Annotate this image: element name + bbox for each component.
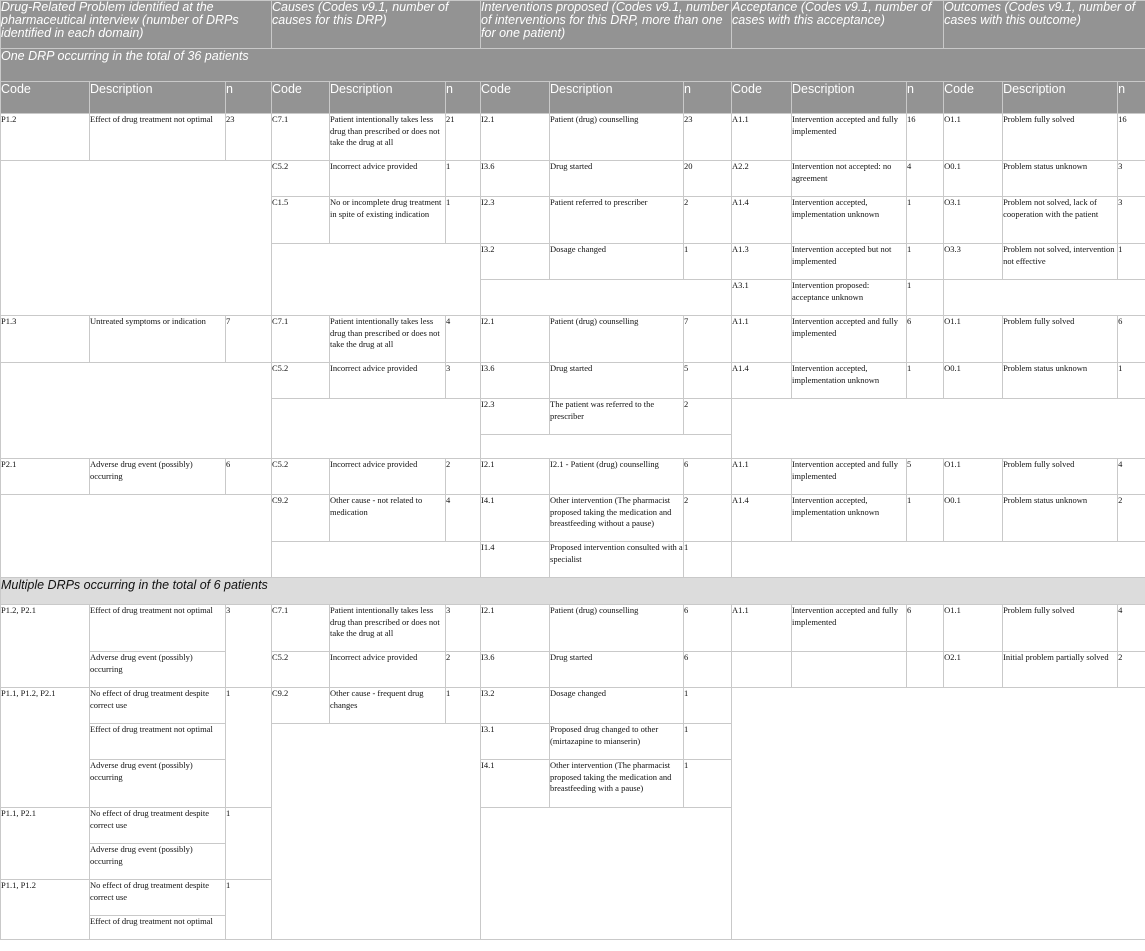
cause-description: Incorrect advice provided: [330, 459, 446, 495]
acceptance-count: 1: [907, 197, 944, 244]
cause-description: Incorrect advice provided: [330, 652, 446, 688]
outcome-code: O2.1: [944, 652, 1003, 688]
intervention-count: 5: [684, 363, 732, 399]
intervention-code: I1.4: [481, 542, 550, 578]
column-header-description: Description: [792, 82, 907, 114]
intervention-count: 6: [684, 605, 732, 652]
empty-cell: [1, 495, 272, 578]
acceptance-count: 1: [907, 244, 944, 280]
drp-code: P1.1, P1.2, P2.1: [1, 688, 90, 808]
section-row-single: [1, 49, 1145, 82]
outcome-description: Problem not solved, lack of cooperation with the patient: [1003, 197, 1118, 244]
section-row-multiple: [1, 578, 1145, 605]
cause-description: Other cause - frequent drug changes: [330, 688, 446, 724]
drp-description: Effect of drug treatment not optimal: [90, 916, 226, 940]
acceptance-description: Intervention accepted and fully implemented: [792, 114, 907, 161]
acceptance-group-header: Acceptance (Codes v9.1, number of cases with this acceptance): [732, 1, 944, 49]
empty-cell: [1, 161, 272, 316]
table-row: [1, 459, 1145, 495]
acceptance-code: A1.4: [732, 495, 792, 542]
intervention-description: Other intervention (The pharmacist proposed taking the medication and breastfeeding without a pause): [550, 495, 684, 542]
drp-code: P1.2: [1, 114, 90, 161]
outcome-description: Problem status unknown: [1003, 363, 1118, 399]
cause-code: C7.1: [272, 316, 330, 363]
empty-cell: [481, 435, 732, 459]
column-header-n: n: [1118, 82, 1145, 114]
drp-description: Untreated symptoms or indication: [90, 316, 226, 363]
acceptance-code: A1.4: [732, 197, 792, 244]
acceptance-code: A1.1: [732, 459, 792, 495]
drp-description: Adverse drug event (possibly) occurring: [90, 652, 226, 688]
intervention-code: I3.6: [481, 161, 550, 197]
column-header-description: Description: [330, 82, 446, 114]
table-row: [1, 114, 1145, 161]
acceptance-code: A1.1: [732, 605, 792, 652]
drp-description: Effect of drug treatment not optimal: [90, 605, 226, 652]
drp-count: 6: [226, 459, 272, 495]
drp-code: P1.2, P2.1: [1, 605, 90, 688]
cause-code: C5.2: [272, 652, 330, 688]
intervention-code: I4.1: [481, 760, 550, 808]
intervention-count: 2: [684, 495, 732, 542]
acceptance-count: 5: [907, 459, 944, 495]
column-header-code: Code: [1, 82, 90, 114]
empty-cell: [732, 399, 1145, 459]
drp-count: 3: [226, 605, 272, 688]
intervention-count: 7: [684, 316, 732, 363]
empty-cell: [272, 724, 481, 940]
intervention-description: Patient (drug) counselling: [550, 316, 684, 363]
column-header-n: n: [684, 82, 732, 114]
outcome-code: O0.1: [944, 495, 1003, 542]
acceptance-description: Intervention accepted, implementation unknown: [792, 197, 907, 244]
outcome-code: O0.1: [944, 363, 1003, 399]
empty-cell: [272, 399, 481, 459]
column-header-description: Description: [90, 82, 226, 114]
acceptance-code: A1.3: [732, 244, 792, 280]
column-header-code: Code: [272, 82, 330, 114]
drp-code: P1.1, P1.2: [1, 880, 90, 940]
cause-count: 3: [446, 605, 481, 652]
intervention-description: Proposed intervention consulted with a specialist: [550, 542, 684, 578]
intervention-code: I2.3: [481, 399, 550, 435]
intervention-code: I3.1: [481, 724, 550, 760]
empty-cell: [792, 652, 907, 688]
empty-cell: [481, 808, 732, 940]
cause-count: 2: [446, 459, 481, 495]
cause-count: 1: [446, 161, 481, 197]
drp-description: No effect of drug treatment despite correct use: [90, 688, 226, 724]
intervention-count: 20: [684, 161, 732, 197]
cause-count: 2: [446, 652, 481, 688]
column-header-n: n: [226, 82, 272, 114]
intervention-description: Drug started: [550, 363, 684, 399]
outcome-code: O3.1: [944, 197, 1003, 244]
column-header-code: Code: [732, 82, 792, 114]
empty-cell: [272, 244, 481, 316]
intervention-description: Dosage changed: [550, 688, 684, 724]
cause-code: C9.2: [272, 688, 330, 724]
outcome-code: O0.1: [944, 161, 1003, 197]
acceptance-count: 1: [907, 280, 944, 316]
intervention-count: 6: [684, 459, 732, 495]
outcomes-group-header: Outcomes (Codes v9.1, number of cases with this outcome): [944, 1, 1145, 49]
table-row: [1, 652, 1145, 688]
intervention-count: 1: [684, 542, 732, 578]
table-row: [1, 605, 1145, 652]
column-header-description: Description: [1003, 82, 1118, 114]
outcome-count: 2: [1118, 495, 1145, 542]
outcome-code: O1.1: [944, 316, 1003, 363]
outcome-description: Problem fully solved: [1003, 114, 1118, 161]
cause-count: 4: [446, 316, 481, 363]
intervention-count: 23: [684, 114, 732, 161]
intervention-description: Other intervention (The pharmacist proposed taking the medication and breastfeeding with a pause): [550, 760, 684, 808]
outcome-description: Problem fully solved: [1003, 316, 1118, 363]
column-header-code: Code: [944, 82, 1003, 114]
acceptance-description: Intervention accepted but not implemented: [792, 244, 907, 280]
drp-count: 1: [226, 808, 272, 880]
acceptance-count: 1: [907, 495, 944, 542]
empty-cell: [272, 542, 481, 578]
cause-count: 3: [446, 363, 481, 399]
table-row: [1, 316, 1145, 363]
outcome-count: 4: [1118, 605, 1145, 652]
intervention-code: I2.1: [481, 114, 550, 161]
acceptance-description: Intervention accepted and fully implemented: [792, 316, 907, 363]
intervention-count: 1: [684, 724, 732, 760]
drp-code: P1.1, P2.1: [1, 808, 90, 880]
table-row: [1, 363, 1145, 399]
acceptance-code: A1.1: [732, 114, 792, 161]
outcome-code: O1.1: [944, 459, 1003, 495]
outcome-count: 3: [1118, 197, 1145, 244]
drp-description: Adverse drug event (possibly) occurring: [90, 844, 226, 880]
intervention-count: 1: [684, 244, 732, 280]
empty-cell: [907, 652, 944, 688]
drp-description: Adverse drug event (possibly) occurring: [90, 760, 226, 808]
empty-cell: [1, 363, 272, 459]
intervention-count: 1: [684, 688, 732, 724]
empty-cell: [481, 280, 732, 316]
intervention-description: Patient referred to prescriber: [550, 197, 684, 244]
column-header-n: n: [907, 82, 944, 114]
acceptance-description: Intervention accepted, implementation unknown: [792, 363, 907, 399]
cause-description: Other cause - not related to medication: [330, 495, 446, 542]
outcome-description: Problem status unknown: [1003, 495, 1118, 542]
cause-code: C5.2: [272, 363, 330, 399]
drp-group-header: Drug-Related Problem identified at the pharmaceutical interview (number of DRPs identified in each domain): [1, 1, 272, 49]
cause-code: C1.5: [272, 197, 330, 244]
cause-description: Patient intentionally takes less drug than prescribed or does not take the drug at all: [330, 316, 446, 363]
outcome-count: 3: [1118, 161, 1145, 197]
drp-code: P1.3: [1, 316, 90, 363]
intervention-code: I2.3: [481, 197, 550, 244]
outcome-code: O3.3: [944, 244, 1003, 280]
cause-description: No or incomplete drug treatment in spite of existing indication: [330, 197, 446, 244]
drp-description: No effect of drug treatment despite correct use: [90, 808, 226, 844]
intervention-description: The patient was referred to the prescriber: [550, 399, 684, 435]
intervention-description: Drug started: [550, 652, 684, 688]
empty-cell: [944, 280, 1145, 316]
cause-count: 1: [446, 688, 481, 724]
cause-code: C5.2: [272, 459, 330, 495]
acceptance-description: Intervention accepted, implementation unknown: [792, 495, 907, 542]
drp-description: Adverse drug event (possibly) occurring: [90, 459, 226, 495]
intervention-code: I3.6: [481, 363, 550, 399]
acceptance-count: 4: [907, 161, 944, 197]
outcome-description: Problem fully solved: [1003, 605, 1118, 652]
column-header-n: n: [446, 82, 481, 114]
intervention-code: I2.1: [481, 459, 550, 495]
acceptance-code: A1.1: [732, 316, 792, 363]
drp-description: Effect of drug treatment not optimal: [90, 724, 226, 760]
cause-count: 21: [446, 114, 481, 161]
table-row: [1, 688, 1145, 724]
outcome-count: 1: [1118, 244, 1145, 280]
cause-description: Incorrect advice provided: [330, 363, 446, 399]
drp-code: P2.1: [1, 459, 90, 495]
outcome-description: Problem not solved, intervention not effective: [1003, 244, 1118, 280]
cause-description: Patient intentionally takes less drug than prescribed or does not take the drug at all: [330, 605, 446, 652]
table-row: [1, 161, 1145, 197]
intervention-description: I2.1 - Patient (drug) counselling: [550, 459, 684, 495]
intervention-description: Patient (drug) counselling: [550, 114, 684, 161]
cause-code: C9.2: [272, 495, 330, 542]
drp-description: No effect of drug treatment despite correct use: [90, 880, 226, 916]
intervention-code: I3.6: [481, 652, 550, 688]
acceptance-count: 6: [907, 316, 944, 363]
intervention-code: I3.2: [481, 244, 550, 280]
intervention-code: I4.1: [481, 495, 550, 542]
table-row: [1, 495, 1145, 542]
acceptance-code: A1.4: [732, 363, 792, 399]
outcome-count: 1: [1118, 363, 1145, 399]
drp-count: 7: [226, 316, 272, 363]
column-header-row: [1, 82, 1145, 114]
cause-description: Patient intentionally takes less drug than prescribed or does not take the drug at all: [330, 114, 446, 161]
column-header-description: Description: [550, 82, 684, 114]
interventions-group-header: Interventions proposed (Codes v9.1, number of interventions for this DRP, more than one for one patient): [481, 1, 732, 49]
section-title-multiple: Multiple DRPs occurring in the total of 6 patients: [1, 578, 1145, 605]
causes-group-header: Causes (Codes v9.1, number of causes for this DRP): [272, 1, 481, 49]
intervention-count: 1: [684, 760, 732, 808]
intervention-description: Proposed drug changed to other (mirtazapine to mianserin): [550, 724, 684, 760]
outcome-count: 16: [1118, 114, 1145, 161]
intervention-code: I2.1: [481, 605, 550, 652]
intervention-description: Drug started: [550, 161, 684, 197]
acceptance-description: Intervention accepted and fully implemented: [792, 605, 907, 652]
outcome-count: 2: [1118, 652, 1145, 688]
outcome-count: 4: [1118, 459, 1145, 495]
column-header-code: Code: [481, 82, 550, 114]
section-title-single: One DRP occurring in the total of 36 patients: [1, 49, 1145, 82]
acceptance-count: 1: [907, 363, 944, 399]
empty-cell: [732, 688, 1145, 940]
acceptance-description: Intervention not accepted: no agreement: [792, 161, 907, 197]
acceptance-count: 6: [907, 605, 944, 652]
intervention-code: I3.2: [481, 688, 550, 724]
intervention-description: Dosage changed: [550, 244, 684, 280]
outcome-description: Problem status unknown: [1003, 161, 1118, 197]
outcome-description: Problem fully solved: [1003, 459, 1118, 495]
outcome-code: O1.1: [944, 114, 1003, 161]
cause-code: C5.2: [272, 161, 330, 197]
drp-description: Effect of drug treatment not optimal: [90, 114, 226, 161]
empty-cell: [732, 542, 1145, 578]
intervention-code: I2.1: [481, 316, 550, 363]
intervention-count: 2: [684, 197, 732, 244]
acceptance-code: A3.1: [732, 280, 792, 316]
acceptance-description: Intervention proposed: acceptance unknown: [792, 280, 907, 316]
drp-count: 1: [226, 880, 272, 940]
outcome-description: Initial problem partially solved: [1003, 652, 1118, 688]
cause-code: C7.1: [272, 605, 330, 652]
drp-count: 1: [226, 688, 272, 808]
intervention-count: 6: [684, 652, 732, 688]
cause-code: C7.1: [272, 114, 330, 161]
empty-cell: [732, 652, 792, 688]
intervention-count: 2: [684, 399, 732, 435]
cause-count: 1: [446, 197, 481, 244]
cause-count: 4: [446, 495, 481, 542]
drp-count: 23: [226, 114, 272, 161]
outcome-code: O1.1: [944, 605, 1003, 652]
cause-description: Incorrect advice provided: [330, 161, 446, 197]
acceptance-description: Intervention accepted and fully implemented: [792, 459, 907, 495]
intervention-description: Patient (drug) counselling: [550, 605, 684, 652]
acceptance-code: A2.2: [732, 161, 792, 197]
group-header-row: [1, 1, 1145, 49]
outcome-count: 6: [1118, 316, 1145, 363]
acceptance-count: 16: [907, 114, 944, 161]
